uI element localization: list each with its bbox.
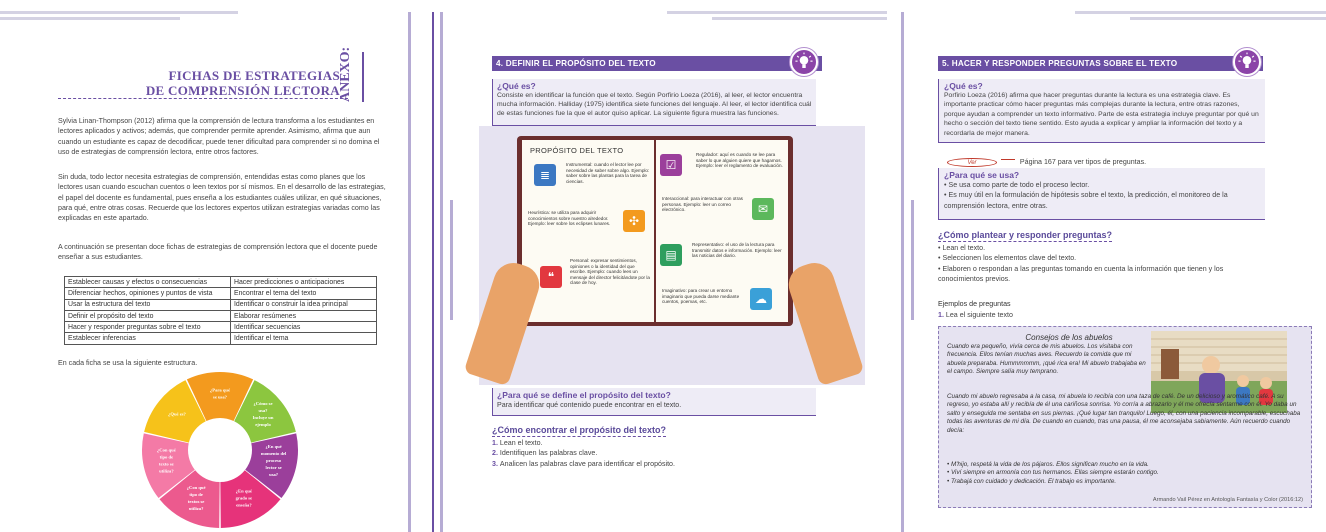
- list-item: • Se usa como parte de todo el proceso lector.: [944, 180, 1260, 190]
- list-item: • Es muy útil en la formulación de hipótesis sobre el texto, la predicción, el monitoreo de la comprensión lectora, entre otras.: [944, 190, 1260, 211]
- purpose-book-illustration: [479, 126, 865, 385]
- annex-title: FICHAS DE ESTRATEGIAS DE COMPRENSIÓN LECTORA: [145, 68, 340, 98]
- table-cell: Diferenciar hechos, opiniones y puntos de vista: [65, 288, 231, 299]
- list-item: • Trabajá con cuidado y dedicación. El trabajo es importante.: [947, 478, 1307, 486]
- para-que-box: [938, 168, 1265, 220]
- personal-text: Personal: expresar sentimientos, opiniones o la identidad del que escribe. Ejemplo: cuando lees un mensaje del director felicitándote por la clase de hoy.: [570, 258, 650, 286]
- table-row: [65, 310, 377, 321]
- book-left-page: [522, 140, 654, 322]
- que-es-box: [492, 79, 816, 126]
- table-row: [65, 299, 377, 310]
- speech-head-icon: ❝: [540, 266, 562, 288]
- que-es-title: ¿Qué es?: [497, 81, 536, 91]
- page-annex: [0, 0, 420, 532]
- page-strategy-4: [432, 0, 887, 532]
- para-que-title: ¿Para qué se define el propósito del texto?: [497, 390, 671, 400]
- para-que-box: [492, 388, 816, 416]
- para-que-list: [944, 180, 1260, 211]
- arrow-icon: [1001, 159, 1015, 160]
- wheel-label: ¿Con qué tipo de texto se utiliza?: [156, 447, 176, 474]
- instrumental-text: Instrumental: cuando el lector lee por necesidad de saber sobre algo. Ejemplo: saber sobre las plantas para la tarea de ciencias.: [566, 162, 650, 184]
- table-row: [65, 333, 377, 344]
- interaccional-text: Interaccional: para interactuar con otras personas. Ejemplo: leer un correo electrónico.: [662, 196, 743, 213]
- intro-paragraph: Sylvia Linan-Thompson (2012) afirma que la comprensión de lectura transforma a los estudiantes en lectores aplicados y activos; además, que comprender permite aprender. Asimismo, afirma que aun cuando un estudiante es capaz de decodificar, puede tener dificultad para comprender si no domina el uso de estrategias de comprensión lectora, entre otros factores.: [58, 117, 380, 156]
- list-item: • M'hijo, respetá la vida de los pájaros. Ellos significan mucho en la vida.: [947, 461, 1307, 469]
- para-que-title: ¿Para qué se usa?: [944, 170, 1020, 180]
- page-binding: [432, 12, 434, 532]
- table-cell: Identificar secuencias: [231, 322, 377, 333]
- title-divider: [58, 98, 348, 99]
- table-cell: Usar la estructura del texto: [65, 299, 231, 310]
- page-edge: [408, 12, 411, 532]
- regulador-text: Regulador: aquí es cuando se lee para saber lo que alguien quiere que hagamos. Ejemplo: leer el reglamento de evaluación.: [696, 152, 783, 169]
- list-item: • Lean el texto.: [938, 243, 1268, 253]
- wheel-label: ¿Para qué se usa?: [209, 387, 231, 400]
- ejemplo-step: 1. Lea el siguiente texto: [938, 311, 1013, 319]
- advice-list: [947, 461, 1307, 486]
- section-header: 4. DEFINIR EL PROPÓSITO DEL TEXTO: [492, 56, 822, 71]
- table-cell: Establecer causas y efectos o consecuencias: [65, 277, 231, 288]
- steps-list: [492, 438, 675, 469]
- stack-icon: ▤: [660, 244, 682, 266]
- note-text: Página 167 para ver tipos de preguntas.: [1019, 158, 1147, 166]
- como-list: [938, 243, 1268, 284]
- top-rule: [0, 11, 238, 14]
- book-heading: PROPÓSITO DEL TEXTO: [530, 146, 624, 155]
- que-es-text: Consiste en identificar la función que el texto. Según Porfirio Loeza (2016), al leer, el lector encuentra mucha información. Halliday (1975) identifica siete funciones del lenguaje. Al leer, el lector identifica cuál de estas funciones fue la que el autor quiso aplicar. La siguiente figura muestra las funciones.: [497, 92, 812, 118]
- list-item: • Elaboren o respondan a las preguntas tomando en cuenta la información que tienen y los conocimientos previos.: [938, 264, 1268, 285]
- checklist-icon: ☑: [660, 154, 682, 176]
- table-cell: Identificar o construir la idea principal: [231, 299, 377, 310]
- top-rule: [1130, 17, 1326, 20]
- page-binding-thin: [440, 12, 443, 532]
- envelope-icon: ✉: [752, 198, 774, 220]
- lightbulb-icon: [790, 48, 818, 76]
- story-source: Armando Vail Pérez en Antología Fantasía y Color (2016:12): [1152, 497, 1303, 503]
- ver-tag: Ver: [947, 158, 997, 167]
- wheel-label: ¿Qué es?: [168, 411, 186, 417]
- list-item: • Seleccionen los elementos clave del texto.: [938, 253, 1268, 263]
- page-strategy-5: [895, 0, 1326, 532]
- anexo-label: ANEXO:: [338, 52, 364, 102]
- table-row: [65, 288, 377, 299]
- wheel-label: ¿En qué momento del proceso lector se usa?: [260, 444, 287, 478]
- table-cell: Encontrar el tema del texto: [231, 288, 377, 299]
- representativo-text: Representativo: el uso de la lectura para transmitir datos e información. Ejemplo: leer las noticias del diario.: [692, 242, 782, 259]
- list-item: 1. Lean el texto.: [492, 439, 543, 447]
- wheel-label: ¿Cómo se usa? Incluye un ejemplo: [252, 401, 274, 428]
- story-paragraph-1: Cuando era pequeño, vivía cerca de mis abuelos. Los visitaba con frecuencia. Ellos tenían muchas aves. Recuerdo la comida que mi abuela preparaba. Hummmmmm, ¡qué rica era! Mi abuelo trabajaba en el campo. Siempre salía muy temprano.: [947, 343, 1146, 376]
- table-row: [65, 277, 377, 288]
- table-cell: Identificar el tema: [231, 333, 377, 344]
- heuristica-text: Heurística: se utiliza para adquirir conocimientos sobre nuestro alrededor. Ejemplo: leer sobre los eclipses lunares.: [528, 210, 611, 227]
- section-header: 5. HACER Y RESPONDER PREGUNTAS SOBRE EL TEXTO: [938, 56, 1263, 71]
- puzzle-head-icon: ✣: [623, 210, 645, 232]
- table-cell: Hacer y responder preguntas sobre el texto: [65, 322, 231, 333]
- document-search-icon: ≣: [534, 164, 556, 186]
- story-paragraph-2: Cuando mi abuelo regresaba a la casa, mi abuela lo recibía con una taza de café. De un delicioso y aromático café. A su regreso, yo estaba allí y recibía de él una cariñosa sonrisa. Yo corría a abrazarlo y él me ofrecía sentarme con él. Yo daba un salto y enseguida me sentaba en sus piernas. ¡Qué lugar tan tranquilo! Luego, él, con una paciencia incomparable, escuchaba todas las aventuras de mi día. De cuando en cuando, tras una pausa, él me aconsejaba sabiamente. Aún recuerdo cuando decía:: [947, 393, 1301, 434]
- wheel-label: ¿En qué grado se enseña?: [235, 488, 253, 508]
- page-binding-accent: [911, 200, 914, 320]
- table-cell: Elaborar resúmenes: [231, 310, 377, 321]
- como-title: ¿Cómo plantear y responder preguntas?: [938, 230, 1113, 240]
- list-item: 3. Analicen las palabras clave para identificar el propósito.: [492, 459, 675, 468]
- right-hand: [784, 258, 865, 386]
- structure-wheel: [140, 370, 300, 530]
- table-cell: Definir el propósito del texto: [65, 310, 231, 321]
- ejemplos-title: Ejemplos de preguntas: [938, 300, 1011, 308]
- story-box: [938, 326, 1312, 508]
- list-item: 2. Identifiquen las palabras clave.: [492, 449, 598, 458]
- como-title: ¿Cómo encontrar el propósito del texto?: [492, 425, 667, 435]
- lightbulb-icon: [1233, 48, 1261, 76]
- fichas-paragraph: A continuación se presentan doce fichas de estrategias de comprensión lectora que el docente puede enseñar a sus estudiantes.: [58, 243, 378, 262]
- thinking-head-icon: ☁: [750, 288, 772, 310]
- para-que-text: Para identificar qué contenido puede encontrar en el texto.: [497, 401, 682, 409]
- table-cell: Establecer inferencias: [65, 333, 231, 344]
- table-cell: Hacer predicciones o anticipaciones: [231, 277, 377, 288]
- table-row: [65, 322, 377, 333]
- top-rule: [667, 11, 887, 14]
- book-right-page: [656, 140, 788, 322]
- open-book: [517, 136, 793, 326]
- strategies-table: [64, 276, 377, 345]
- que-es-box: [938, 79, 1265, 143]
- wheel-center: [189, 419, 251, 481]
- page-binding-accent: [450, 200, 453, 320]
- wheel-label: ¿Con qué tipo de textos se utiliza?: [186, 485, 206, 512]
- strategies-paragraph: Sin duda, todo lector necesita estrategias de comprensión, entendidas estas como planes que los lectores usan cuando escuchan cuentos o leen textos por sí mismos. En el desarrollo de las estrategias, el papel del docente es fundamental, pues enseña a los estudiantes cuáles utilizar, en qué situaciones, para qué, entre otras cosas. Recuerde que los lectores expertos utilizan estrategias variadas como las explicadas en este apartado.: [58, 173, 386, 223]
- page-binding-thin: [901, 12, 904, 532]
- que-es-text: Porfirio Loeza (2016) afirma que hacer preguntas durante la lectura es una estrategia clave. Es importante practicar cómo hacer preguntas más complejas durante la lectura, entre otras razones, porque ayudan a comprender un texto informativo. Parte de esta estrategia incluye preguntar por qué un hecho o sección del texto tiene sentido. Esto ayuda a explicar y ampliar la información del texto y a recordarla de mejor manera.: [944, 92, 1259, 137]
- imaginativo-text: Imaginativo: para crear un entorno imaginario que pueda darse mediante cuentos, poemas, etc.: [662, 288, 740, 305]
- list-item: • Viví siempre en armonía con tus hermanos. Ellas siempre estarán contigo.: [947, 469, 1307, 477]
- structure-note: En cada ficha se usa la siguiente estructura.: [58, 359, 198, 367]
- top-rule: [712, 17, 887, 20]
- story-title: Consejos de los abuelos: [1025, 333, 1113, 342]
- que-es-title: ¿Qué es?: [944, 81, 983, 91]
- top-rule: [0, 17, 180, 20]
- page-reference-note: [947, 151, 1146, 169]
- top-rule: [1075, 11, 1326, 14]
